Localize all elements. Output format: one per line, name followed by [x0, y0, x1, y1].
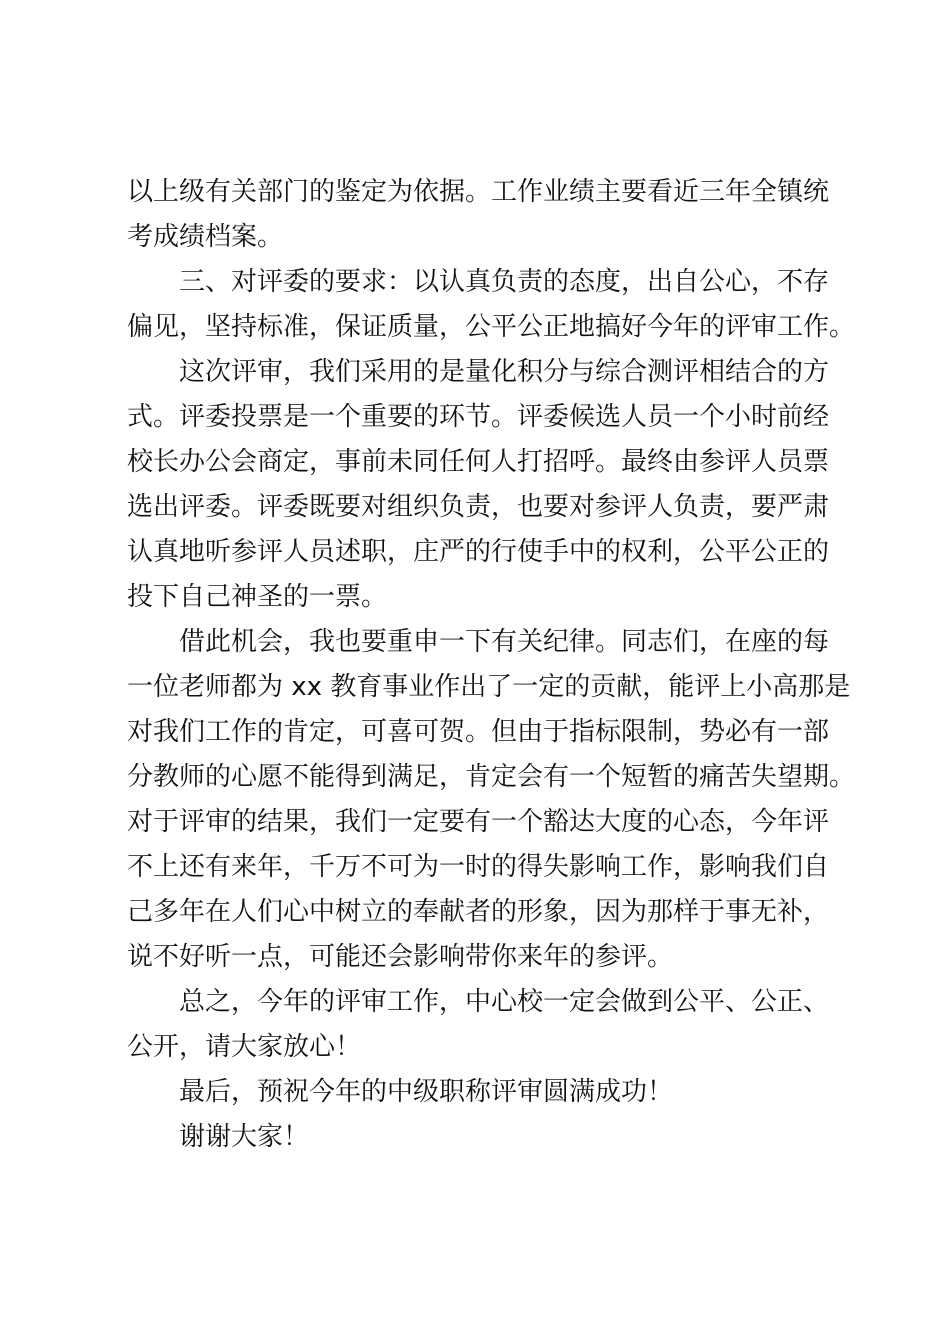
text-line: 最后，预祝今年的中级职称评审圆满成功！: [179, 1077, 674, 1107]
text-line: 说不好听一点，可能还会影响带你来年的参评。: [127, 942, 674, 972]
text-line: 对我们工作的肯定，可喜可贺。但由于指标限制，势必有一部: [127, 717, 830, 747]
paragraph-summary: [127, 980, 847, 1070]
text-line: 分教师的心愿不能得到满足，肯定会有一个短暂的痛苦失望期。: [127, 762, 856, 792]
text-line: 选出评委。评委既要对组织负责，也要对参评人负责，要严肃: [127, 492, 830, 522]
text-line: 三、对评委的要求：以认真负责的态度，出自公心，不存: [179, 267, 830, 297]
text-line: 借此机会，我也要重申一下有关纪律。同志们，在座的每: [179, 627, 830, 657]
paragraph-review-method: [127, 350, 847, 620]
text-line: 一位老师都为 xx 教育事业作出了一定的贡献，能评上小高那是: [127, 672, 851, 702]
text-line: 式。评委投票是一个重要的环节。评委候选人员一个小时前经: [127, 402, 830, 432]
text-line: 不上还有来年，千万不可为一时的得失影响工作，影响我们自: [127, 852, 830, 882]
text-line: 对于评审的结果，我们一定要有一个豁达大度的心态，今年评: [127, 807, 830, 837]
text-line: 公开，请大家放心！: [127, 1032, 362, 1062]
paragraph-criteria-continued: [127, 170, 847, 260]
text-line: 以上级有关部门的鉴定为依据。工作业绩主要看近三年全镇统: [127, 177, 830, 207]
text-line: 认真地听参评人员述职，庄严的行使手中的权利，公平公正的: [127, 537, 830, 567]
text-line: 这次评审，我们采用的是量化积分与综合测评相结合的方: [179, 357, 830, 387]
document-body: [127, 170, 856, 1160]
text-line: 总之，今年的评审工作，中心校一定会做到公平、公正、: [179, 987, 830, 1017]
text-line: 投下自己神圣的一票。: [127, 582, 388, 612]
paragraph-discipline: [127, 620, 856, 980]
text-line: 考成绩档案。: [127, 222, 284, 252]
text-line: 偏见，坚持标准，保证质量，公平公正地搞好今年的评审工作。: [127, 312, 856, 342]
text-line: 己多年在人们心中树立的奉献者的形象，因为那样于事无补，: [127, 897, 830, 927]
paragraph-wishes: [127, 1070, 847, 1115]
paragraph-judge-requirements: [127, 260, 856, 350]
text-line: 谢谢大家！: [179, 1122, 310, 1152]
paragraph-thanks: [127, 1115, 847, 1160]
text-line: 校长办公会商定，事前未同任何人打招呼。最终由参评人员票: [127, 447, 830, 477]
